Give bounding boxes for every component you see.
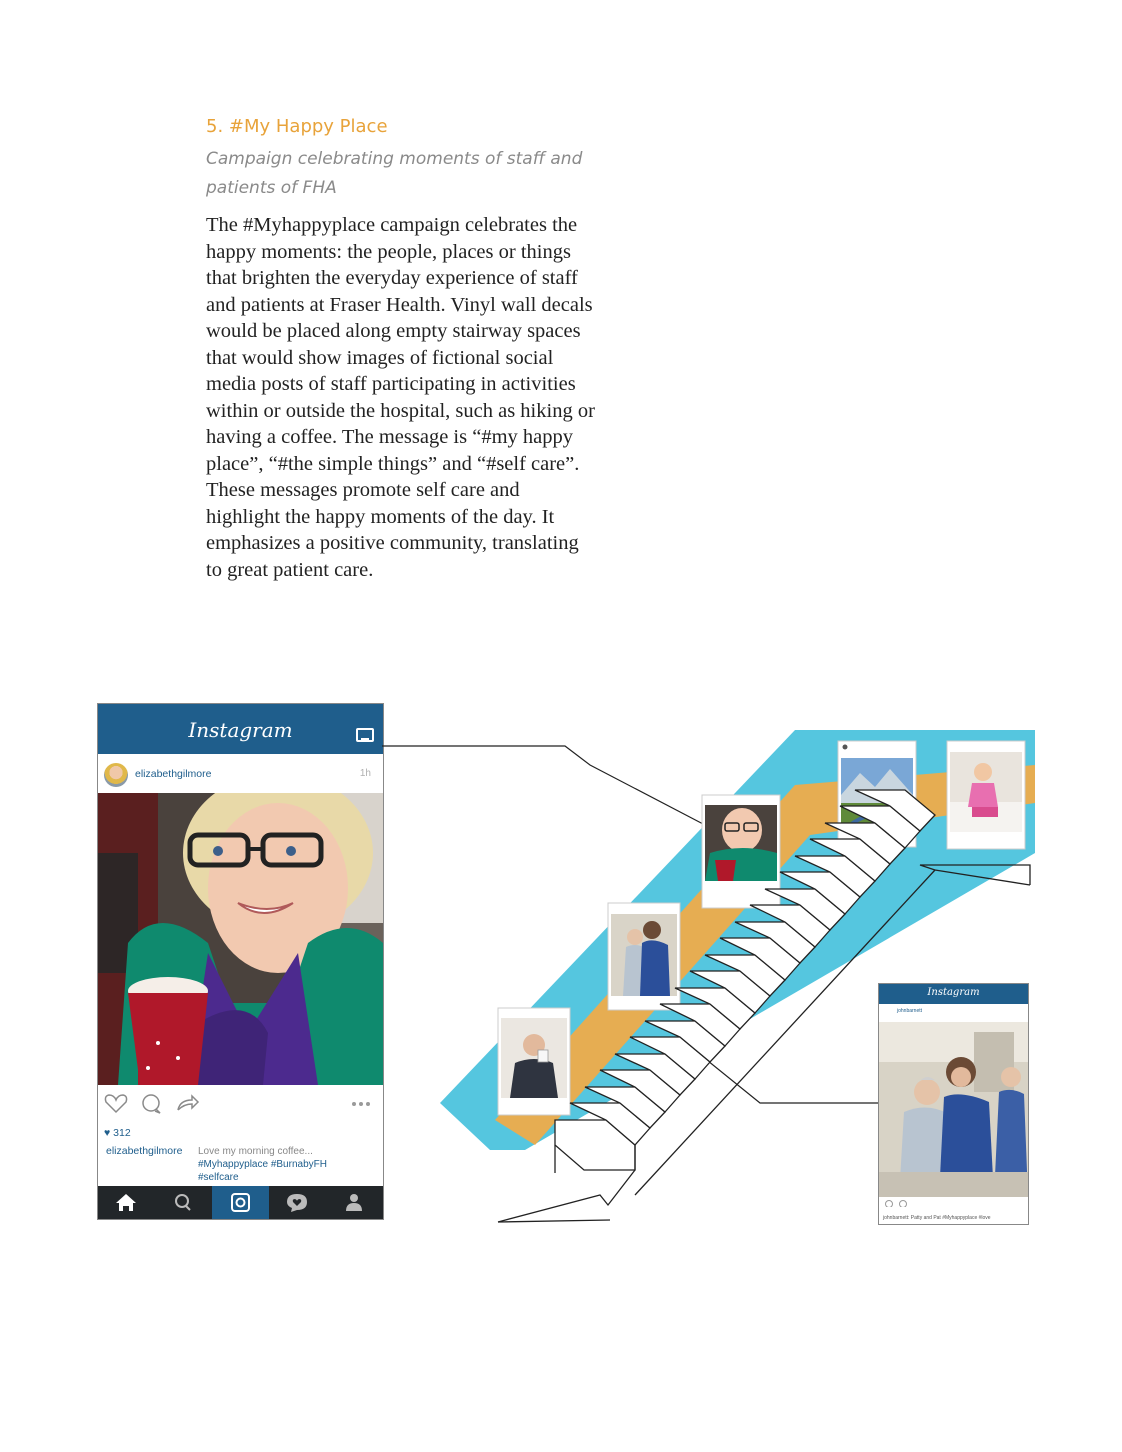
more-icon[interactable] [352, 1102, 370, 1106]
instagram-header [98, 704, 383, 754]
avatar[interactable] [104, 763, 128, 787]
profile-icon[interactable] [326, 1186, 383, 1219]
post-username-small[interactable]: johnbarnett [897, 1008, 923, 1014]
post-header [98, 756, 383, 792]
activity-icon[interactable] [269, 1186, 326, 1219]
home-icon[interactable] [98, 1186, 155, 1219]
share-icon[interactable] [178, 1096, 198, 1110]
post-photo-staff [879, 1022, 1028, 1207]
caption-small: johnbarnett: Patty and Pat #Myhappyplace #love [883, 1215, 991, 1221]
selfie-illustration [98, 793, 383, 1085]
likes-count[interactable]: ♥ 312 [104, 1127, 131, 1139]
caption-text [198, 1145, 358, 1184]
camera-icon[interactable] [212, 1186, 269, 1219]
connector-line-1 [382, 746, 705, 825]
search-icon[interactable] [155, 1186, 212, 1219]
section-heading: 5. #My Happy Place [206, 116, 388, 137]
caption-line: Love my morning coffee... [198, 1146, 313, 1157]
instagram-logo-small: Instagram [927, 987, 980, 998]
comment-icon[interactable] [143, 1095, 160, 1113]
post-username[interactable]: elizabethgilmore [135, 768, 212, 780]
heart-icon[interactable] [105, 1095, 126, 1112]
caption-hashtags[interactable]: #Myhappyplace #BurnabyFH [198, 1159, 327, 1170]
instagram-phone-mockup-small [878, 983, 1029, 1225]
section-subtitle: Campaign celebrating moments of staff and patients of FHA [206, 149, 583, 198]
wall-post-child [947, 741, 1025, 849]
post-time: 1h [359, 768, 371, 779]
post-actions [98, 1090, 383, 1118]
body-paragraph: The #Myhappyplace campaign celebrates the happy moments: the people, places or things that brighten the everyday experience of staff and patients at Fraser Health. Vinyl wall decals would be placed along empty stairway spaces that would show images of fictional social media posts of staff participating in activities within or outside the hospital, such as hiking or having a coffee. The message is “#my happy place”, “#the simple things” and “#self care”. These messages promote self care and highlight the happy moments of the day. It emphasizes a positive community, translating to great patient care. [206, 214, 595, 581]
bottom-nav [98, 1186, 383, 1219]
caption-username[interactable]: elizabethgilmore [106, 1145, 183, 1157]
wall-post-man [498, 1008, 570, 1115]
likes-value: 312 [113, 1127, 131, 1139]
post-photo-selfie [98, 793, 383, 1085]
caption-hashtags-2[interactable]: #selfcare [198, 1172, 239, 1183]
instagram-logo: Instagram [188, 718, 293, 742]
wall-post-staff [608, 903, 680, 1010]
inbox-icon[interactable] [356, 728, 374, 742]
instagram-phone-mockup [97, 703, 384, 1220]
instagram-header-small [879, 984, 1028, 1004]
